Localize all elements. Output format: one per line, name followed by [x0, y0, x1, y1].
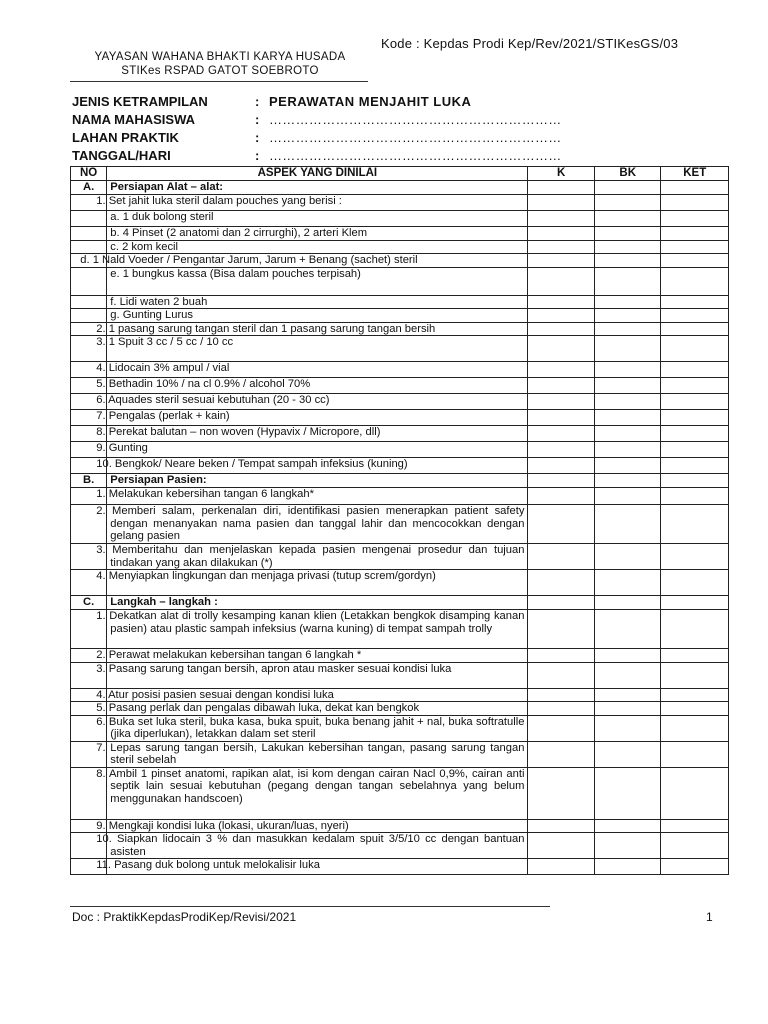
- score-cell-bk[interactable]: [594, 767, 661, 819]
- number-cell: [71, 295, 107, 309]
- aspect-item: 9. Mengkaji kondisi luka (lokasi, ukuran/luas, nyeri): [107, 819, 528, 833]
- number-cell: [71, 227, 107, 241]
- score-cell-bk[interactable]: [594, 362, 661, 378]
- score-cell-k[interactable]: [528, 688, 595, 702]
- table-row: [71, 362, 729, 378]
- aspect-item: 1. Set jahit luka steril dalam pouches yang berisi :: [107, 195, 528, 211]
- score-cell-k[interactable]: [528, 505, 595, 544]
- score-cell-k[interactable]: [528, 833, 595, 859]
- score-cell-k[interactable]: [528, 394, 595, 410]
- info-key: TANGGAL/HARI: [72, 147, 171, 163]
- score-cell-k[interactable]: [528, 442, 595, 458]
- aspect-item: 4. Lidocain 3% ampul / vial: [107, 362, 528, 378]
- info-colon: :: [255, 111, 260, 127]
- aspect-item: a. 1 duk bolong steril: [107, 211, 528, 227]
- score-cell-bk[interactable]: [594, 394, 661, 410]
- header-k: K: [528, 167, 595, 181]
- table-row: [71, 702, 729, 716]
- aspect-item: 3. Pasang sarung tangan bersih, apron atau masker sesuai kondisi luka: [107, 662, 528, 688]
- aspect-item: c. 2 kom kecil: [107, 240, 528, 254]
- score-cell-bk[interactable]: [594, 833, 661, 859]
- header-no: NO: [71, 167, 107, 181]
- aspect-item: 1. Dekatkan alat di trolly kesamping kanan klien (Letakkan bengkok disamping kanan pasien) atau plastic sampah infeksius (warna kuning) di tempat sampah trolly: [107, 610, 528, 649]
- score-cell-ket[interactable]: [661, 767, 729, 819]
- table-row: [71, 505, 729, 544]
- page-number: 1: [706, 910, 713, 924]
- header-bk: BK: [594, 167, 661, 181]
- aspect-item: 2. 1 pasang sarung tangan steril dan 1 pasang sarung tangan bersih: [107, 322, 528, 336]
- table-row: [71, 833, 729, 859]
- aspect-item: 11. Pasang duk bolong untuk melokalisir luka: [107, 859, 528, 875]
- score-cell-bk[interactable]: [594, 426, 661, 442]
- number-cell: [71, 211, 107, 227]
- score-cell-bk[interactable]: [594, 474, 661, 488]
- aspect-item: 2. Memberi salam, perkenalan diri, identifikasi pasien menerapkan patient safety dengan menanyakan nama pasien dan tanggal lahir dan mencocokkan dengan gelang pasien: [107, 505, 528, 544]
- score-cell-ket[interactable]: [661, 570, 729, 596]
- table-row: [71, 195, 729, 211]
- table-row: [71, 442, 729, 458]
- score-cell-ket[interactable]: [661, 426, 729, 442]
- score-cell-k[interactable]: [528, 702, 595, 716]
- aspect-item: 4. Atur posisi pasien sesuai dengan kondisi luka: [107, 688, 528, 702]
- table-row: [71, 458, 729, 474]
- aspect-item: 10. Siapkan lidocain 3 % dan masukkan kedalam spuit 3/5/10 cc dengan bantuan asisten: [107, 833, 528, 859]
- score-cell-ket[interactable]: [661, 227, 729, 241]
- score-cell-k[interactable]: [528, 662, 595, 688]
- score-cell-bk[interactable]: [594, 596, 661, 610]
- score-cell-ket[interactable]: [661, 859, 729, 875]
- score-cell-ket[interactable]: [661, 819, 729, 833]
- score-cell-ket[interactable]: [661, 662, 729, 688]
- score-cell-ket[interactable]: [661, 488, 729, 505]
- score-cell-k[interactable]: [528, 596, 595, 610]
- score-cell-k[interactable]: [528, 267, 595, 295]
- table-row: [71, 715, 729, 741]
- table-row: [71, 378, 729, 394]
- score-cell-bk[interactable]: [594, 267, 661, 295]
- table-row: [71, 267, 729, 295]
- aspect-item: 4. Menyiapkan lingkungan dan menjaga privasi (tutup screm/gordyn): [107, 570, 528, 596]
- table-row: [71, 649, 729, 663]
- number-cell: [71, 240, 107, 254]
- score-cell-k[interactable]: [528, 295, 595, 309]
- info-key: NAMA MAHASISWA: [72, 111, 196, 127]
- score-cell-ket[interactable]: [661, 322, 729, 336]
- assessment-table: [70, 166, 729, 875]
- info-blank-field[interactable]: …………………………………………………………: [269, 147, 562, 163]
- score-cell-k[interactable]: [528, 715, 595, 741]
- section-title: Persiapan Pasien:: [107, 474, 528, 488]
- table-row: [71, 410, 729, 426]
- score-cell-bk[interactable]: [594, 610, 661, 649]
- score-cell-bk[interactable]: [594, 295, 661, 309]
- score-cell-k[interactable]: [528, 195, 595, 211]
- score-cell-k[interactable]: [528, 458, 595, 474]
- score-cell-k[interactable]: [528, 610, 595, 649]
- aspect-item: 10. Bengkok/ Neare beken / Tempat sampah infeksius (kuning): [107, 458, 528, 474]
- score-cell-bk[interactable]: [594, 859, 661, 875]
- score-cell-k[interactable]: [528, 474, 595, 488]
- table-row: [71, 240, 729, 254]
- school-name: STIKes RSPAD GATOT SOEBROTO: [121, 65, 319, 77]
- info-blank-field[interactable]: …………………………………………………………: [269, 129, 562, 145]
- aspect-item: 5. Bethadin 10% / na cl 0.9% / alcohol 70%: [107, 378, 528, 394]
- score-cell-ket[interactable]: [661, 544, 729, 570]
- score-cell-bk[interactable]: [594, 741, 661, 767]
- aspect-item: 2. Perawat melakukan kebersihan tangan 6 langkah *: [107, 649, 528, 663]
- score-cell-ket[interactable]: [661, 309, 729, 323]
- score-cell-ket[interactable]: [661, 649, 729, 663]
- info-colon: :: [255, 129, 260, 145]
- footer-divider: [70, 906, 550, 907]
- foundation-name: YAYASAN WAHANA BHAKTI KARYA HUSADA: [94, 51, 346, 63]
- document-code: Kode : Kepdas Prodi Kep/Rev/2021/STIKesGS/03: [381, 36, 679, 51]
- footer-doc-ref: Doc : PraktikKepdasProdiKep/Revisi/2021: [72, 910, 297, 924]
- score-cell-k[interactable]: [528, 336, 595, 362]
- score-cell-bk[interactable]: [594, 688, 661, 702]
- section-title: Langkah – langkah :: [107, 596, 528, 610]
- score-cell-k[interactable]: [528, 309, 595, 323]
- score-cell-ket[interactable]: [661, 336, 729, 362]
- table-row: [71, 544, 729, 570]
- table-row: [71, 741, 729, 767]
- section-row-b: [71, 474, 729, 488]
- table-row: [71, 295, 729, 309]
- info-key: JENIS KETRAMPILAN: [72, 93, 208, 109]
- score-cell-ket[interactable]: [661, 458, 729, 474]
- score-cell-bk[interactable]: [594, 336, 661, 362]
- section-title: Persiapan Alat – alat:: [107, 181, 528, 195]
- score-cell-k[interactable]: [528, 767, 595, 819]
- table-row: [71, 336, 729, 362]
- table-row: [71, 570, 729, 596]
- info-colon: :: [255, 93, 260, 109]
- score-cell-bk[interactable]: [594, 378, 661, 394]
- score-cell-k[interactable]: [528, 741, 595, 767]
- score-cell-bk[interactable]: [594, 309, 661, 323]
- aspect-item: 7. Lepas sarung tangan bersih, Lakukan kebersihan tangan, pasang sarung tangan steril sebelah: [107, 741, 528, 767]
- table-row: [71, 322, 729, 336]
- header-aspect: ASPEK YANG DINILAI: [107, 167, 528, 181]
- aspect-item: 3. Memberitahu dan menjelaskan kepada pasien mengenai prosedur dan tujuan tindakan yang akan dilakukan (*): [107, 544, 528, 570]
- info-row-date: [72, 146, 562, 164]
- score-cell-k[interactable]: [528, 227, 595, 241]
- score-cell-ket[interactable]: [661, 362, 729, 378]
- score-cell-ket[interactable]: [661, 596, 729, 610]
- score-cell-bk[interactable]: [594, 488, 661, 505]
- aspect-item: g. Gunting Lurus: [107, 309, 528, 323]
- score-cell-bk[interactable]: [594, 195, 661, 211]
- score-cell-bk[interactable]: [594, 227, 661, 241]
- aspect-item: d. 1 Nald Voeder / Pengantar Jarum, Jarum + Benang (sachet) steril: [107, 254, 528, 268]
- student-info-block: [72, 92, 562, 164]
- score-cell-k[interactable]: [528, 378, 595, 394]
- info-key: LAHAN PRAKTIK: [72, 129, 179, 145]
- score-cell-k[interactable]: [528, 410, 595, 426]
- score-cell-ket[interactable]: [661, 410, 729, 426]
- score-cell-ket[interactable]: [661, 505, 729, 544]
- score-cell-ket[interactable]: [661, 702, 729, 716]
- score-cell-bk[interactable]: [594, 322, 661, 336]
- table-row: [71, 254, 729, 268]
- number-cell: [71, 267, 107, 295]
- score-cell-ket[interactable]: [661, 394, 729, 410]
- table-row: [71, 426, 729, 442]
- institution-header: [70, 50, 370, 78]
- table-row: [71, 662, 729, 688]
- score-cell-k[interactable]: [528, 859, 595, 875]
- aspect-item: e. 1 bungkus kassa (Bisa dalam pouches terpisah): [107, 267, 528, 295]
- table-header-row: [71, 167, 729, 181]
- table-row: [71, 610, 729, 649]
- header-ket: KET: [661, 167, 729, 181]
- score-cell-bk[interactable]: [594, 458, 661, 474]
- aspect-item: 6. Buka set luka steril, buka kasa, buka spuit, buka benang jahit + nal, buka softratulle (jika diperlukan), letakkan dalam set steril: [107, 715, 528, 741]
- score-cell-k[interactable]: [528, 649, 595, 663]
- score-cell-bk[interactable]: [594, 702, 661, 716]
- score-cell-k[interactable]: [528, 544, 595, 570]
- score-cell-bk[interactable]: [594, 570, 661, 596]
- score-cell-bk[interactable]: [594, 544, 661, 570]
- info-row-practice-site: [72, 128, 562, 146]
- info-blank-field[interactable]: …………………………………………………………: [269, 111, 562, 127]
- aspect-item: 8. Ambil 1 pinset anatomi, rapikan alat, isi kom dengan cairan Nacl 0,9%, cairan anti septik lain sesuai kebutuhan (pegang dengan tangan sebelahnya yang belum menggunakan handscoen): [107, 767, 528, 819]
- score-cell-ket[interactable]: [661, 474, 729, 488]
- table-row: [71, 767, 729, 819]
- score-cell-bk[interactable]: [594, 181, 661, 195]
- score-cell-k[interactable]: [528, 426, 595, 442]
- score-cell-bk[interactable]: [594, 819, 661, 833]
- table-row: [71, 859, 729, 875]
- score-cell-ket[interactable]: [661, 267, 729, 295]
- aspect-item: 6. Aquades steril sesuai kebutuhan (20 - 30 cc): [107, 394, 528, 410]
- table-row: [71, 211, 729, 227]
- section-number: C.: [71, 596, 107, 610]
- score-cell-k[interactable]: [528, 488, 595, 505]
- header-divider: [70, 81, 368, 82]
- aspect-item: b. 4 Pinset (2 anatomi dan 2 cirrurghi), 2 arteri Klem: [107, 227, 528, 241]
- table-row: [71, 819, 729, 833]
- score-cell-bk[interactable]: [594, 505, 661, 544]
- score-cell-bk[interactable]: [594, 662, 661, 688]
- score-cell-ket[interactable]: [661, 741, 729, 767]
- aspect-item: 1. Melakukan kebersihan tangan 6 langkah*: [107, 488, 528, 505]
- info-row-student-name: [72, 110, 562, 128]
- score-cell-ket[interactable]: [661, 211, 729, 227]
- section-number: B.: [71, 474, 107, 488]
- aspect-item: 9. Gunting: [107, 442, 528, 458]
- table-row: [71, 227, 729, 241]
- aspect-item: 3. 1 Spuit 3 cc / 5 cc / 10 cc: [107, 336, 528, 362]
- score-cell-ket[interactable]: [661, 254, 729, 268]
- score-cell-k[interactable]: [528, 819, 595, 833]
- score-cell-ket[interactable]: [661, 688, 729, 702]
- score-cell-bk[interactable]: [594, 254, 661, 268]
- score-cell-ket[interactable]: [661, 715, 729, 741]
- score-cell-ket[interactable]: [661, 610, 729, 649]
- score-cell-ket[interactable]: [661, 181, 729, 195]
- section-row-a: [71, 181, 729, 195]
- score-cell-ket[interactable]: [661, 833, 729, 859]
- score-cell-bk[interactable]: [594, 240, 661, 254]
- score-cell-bk[interactable]: [594, 410, 661, 426]
- info-colon: :: [255, 147, 260, 163]
- table-row: [71, 309, 729, 323]
- table-row: [71, 688, 729, 702]
- aspect-item: f. Lidi waten 2 buah: [107, 295, 528, 309]
- info-value: PERAWATAN MENJAHIT LUKA: [269, 93, 472, 109]
- table-row: [71, 488, 729, 505]
- score-cell-bk[interactable]: [594, 442, 661, 458]
- section-number: A.: [71, 181, 107, 195]
- info-row-skill: [72, 92, 562, 110]
- score-cell-ket[interactable]: [661, 442, 729, 458]
- score-cell-bk[interactable]: [594, 649, 661, 663]
- score-cell-k[interactable]: [528, 181, 595, 195]
- score-cell-k[interactable]: [528, 322, 595, 336]
- aspect-item: 7. Pengalas (perlak + kain): [107, 410, 528, 426]
- score-cell-ket[interactable]: [661, 378, 729, 394]
- score-cell-ket[interactable]: [661, 240, 729, 254]
- score-cell-k[interactable]: [528, 211, 595, 227]
- score-cell-ket[interactable]: [661, 195, 729, 211]
- score-cell-bk[interactable]: [594, 211, 661, 227]
- score-cell-ket[interactable]: [661, 295, 729, 309]
- score-cell-bk[interactable]: [594, 715, 661, 741]
- score-cell-k[interactable]: [528, 240, 595, 254]
- section-row-c: [71, 596, 729, 610]
- table-row: [71, 394, 729, 410]
- aspect-item: 5. Pasang perlak dan pengalas dibawah luka, dekat kan bengkok: [107, 702, 528, 716]
- score-cell-k[interactable]: [528, 254, 595, 268]
- number-cell: [71, 309, 107, 323]
- score-cell-k[interactable]: [528, 362, 595, 378]
- score-cell-k[interactable]: [528, 570, 595, 596]
- aspect-item: 8. Perekat balutan – non woven (Hypavix / Micropore, dll): [107, 426, 528, 442]
